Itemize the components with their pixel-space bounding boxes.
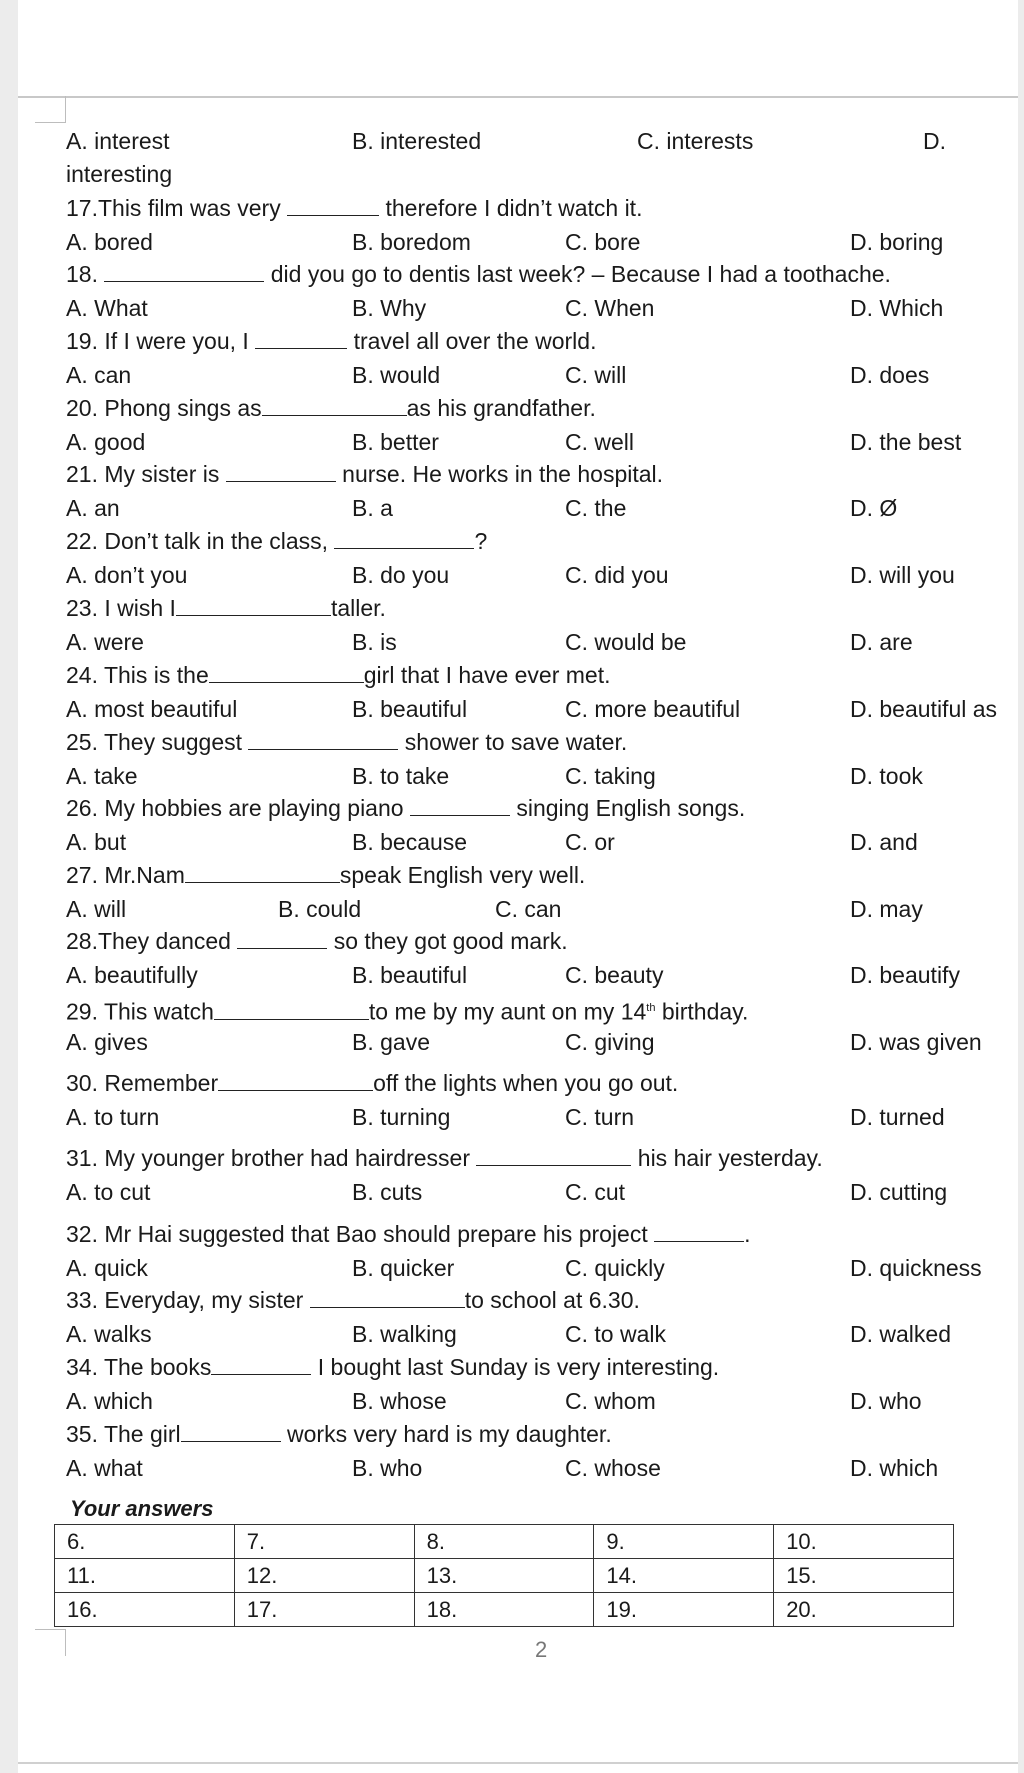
- question-stem-text: 30. Remember: [66, 1070, 219, 1096]
- question-22-option-b[interactable]: B. do you: [352, 562, 450, 588]
- question-stem-text: so they got good mark.: [327, 928, 568, 954]
- ordinal-superscript: th: [646, 1002, 656, 1014]
- question-stem-text: 25. They suggest: [66, 729, 249, 755]
- question-stem-text: nurse. He works in the hospital.: [335, 461, 664, 487]
- question-33-stem: [66, 1285, 640, 1315]
- question-23-option-d[interactable]: D. are: [850, 629, 913, 655]
- answer-blank[interactable]: [176, 595, 331, 616]
- question-27-option-d[interactable]: D. may: [850, 896, 923, 922]
- question-18-option-b[interactable]: B. Why: [352, 295, 427, 321]
- question-35-option-c[interactable]: C. whose: [565, 1455, 661, 1481]
- question-19-option-a[interactable]: A. can: [66, 362, 132, 388]
- question-stem-text: 23. I wish I: [66, 595, 176, 621]
- question-31-option-d[interactable]: D. cutting: [850, 1179, 948, 1205]
- question-33-option-a[interactable]: A. walks: [66, 1321, 152, 1347]
- question-20-stem: [66, 393, 596, 423]
- question-26-option-c[interactable]: C. or: [565, 829, 615, 855]
- question-29-option-b[interactable]: B. gave: [352, 1029, 430, 1055]
- answer-grid-row: [55, 1525, 954, 1559]
- answers-title: Your answers: [70, 1496, 214, 1521]
- question-stem-text: 32. Mr Hai suggested that Bao should prepare his project: [66, 1221, 655, 1247]
- question-26-stem: [66, 793, 745, 823]
- question-33-option-d[interactable]: D. walked: [850, 1321, 951, 1347]
- question-23-option-a[interactable]: A. were: [66, 629, 144, 655]
- answer-cell[interactable]: 15.: [774, 1559, 954, 1593]
- question-stem-text: 20. Phong sings as: [66, 395, 262, 421]
- question-stem-text: I bought last Sunday is very interesting.: [311, 1354, 720, 1380]
- question-17-option-a[interactable]: A. bored: [66, 229, 153, 255]
- question-stem-text: did you go to dentis last week? – Because I had a toothache.: [264, 261, 891, 287]
- question-23-option-b[interactable]: B. is: [352, 629, 397, 655]
- question-22-option-c[interactable]: C. did you: [565, 562, 669, 588]
- page-number: 2: [535, 1637, 548, 1662]
- question-28-option-d[interactable]: D. beautify: [850, 962, 960, 988]
- q16-option-b: B. interested: [352, 128, 482, 154]
- question-27-stem: [66, 860, 585, 890]
- q16-option-a: A. interest: [66, 128, 170, 154]
- question-32-stem: [66, 1219, 751, 1249]
- question-35-option-b[interactable]: B. who: [352, 1455, 423, 1481]
- page-bottom-border: [18, 1762, 1018, 1764]
- answer-blank[interactable]: [214, 999, 369, 1020]
- answer-blank[interactable]: [310, 1287, 465, 1308]
- question-23-stem: [66, 593, 386, 623]
- answer-cell[interactable]: 18.: [414, 1593, 594, 1627]
- question-31-stem: [66, 1143, 823, 1173]
- question-32-option-b[interactable]: B. quicker: [352, 1255, 455, 1281]
- question-29-option-d[interactable]: D. was given: [850, 1029, 982, 1055]
- question-24-option-c[interactable]: C. more beautiful: [565, 696, 741, 722]
- question-27-option-b[interactable]: B. could: [278, 896, 362, 922]
- question-35-option-a[interactable]: A. what: [66, 1455, 143, 1481]
- question-28-option-c[interactable]: C. beauty: [565, 962, 664, 988]
- question-21-option-d[interactable]: D. Ø: [850, 495, 898, 521]
- question-21-stem: [66, 459, 663, 489]
- question-stem-text: birthday.: [655, 998, 749, 1025]
- question-stem-text: works very hard is my daughter.: [280, 1421, 612, 1447]
- question-stem-text: 22. Don’t talk in the class,: [66, 528, 335, 554]
- question-19-option-b[interactable]: B. would: [352, 362, 441, 388]
- question-19-option-c[interactable]: C. will: [565, 362, 627, 388]
- question-stem-text: 27. Mr.Nam: [66, 862, 185, 888]
- question-35-stem: [66, 1419, 612, 1449]
- question-30-option-c[interactable]: C. turn: [565, 1104, 635, 1130]
- question-stem-text: speak English very well.: [339, 862, 586, 888]
- answer-cell[interactable]: 6.: [55, 1525, 235, 1559]
- question-34-option-a[interactable]: A. which: [66, 1388, 153, 1414]
- answer-blank[interactable]: [476, 1145, 631, 1166]
- question-17-option-b[interactable]: B. boredom: [352, 229, 471, 255]
- q16-option-d-continued: interesting: [66, 161, 173, 187]
- question-26-option-d[interactable]: D. and: [850, 829, 918, 855]
- question-stem-text: 34. The books: [66, 1354, 212, 1380]
- question-19-stem: [66, 326, 596, 356]
- question-18-option-c[interactable]: C. When: [565, 295, 655, 321]
- question-27-option-a[interactable]: A. will: [66, 896, 127, 922]
- page-top-border: [18, 96, 1018, 98]
- question-24-option-d[interactable]: D. beautiful as: [850, 696, 998, 722]
- question-33-option-b[interactable]: B. walking: [352, 1321, 457, 1347]
- answer-cell[interactable]: 16.: [55, 1593, 235, 1627]
- question-18-stem: [66, 259, 891, 289]
- question-30-option-a[interactable]: A. to turn: [66, 1104, 160, 1130]
- answer-blank[interactable]: [211, 1354, 311, 1375]
- question-26-option-b[interactable]: B. because: [352, 829, 468, 855]
- question-stem-text: off the lights when you go out.: [373, 1070, 679, 1096]
- question-32-option-a[interactable]: A. quick: [66, 1255, 148, 1281]
- question-stem-text: 33. Everyday, my sister: [66, 1287, 310, 1313]
- answer-blank[interactable]: [209, 662, 364, 683]
- question-stem-text: shower to save water.: [398, 729, 628, 755]
- answer-blank[interactable]: [334, 528, 474, 549]
- question-28-option-b[interactable]: B. beautiful: [352, 962, 468, 988]
- answer-grid-row: [55, 1593, 954, 1627]
- question-23-option-c[interactable]: C. would be: [565, 629, 687, 655]
- question-30-option-d[interactable]: D. turned: [850, 1104, 945, 1130]
- question-18-option-d[interactable]: D. Which: [850, 295, 944, 321]
- question-stem-text: travel all over the world.: [347, 328, 597, 354]
- question-19-option-d[interactable]: D. does: [850, 362, 930, 388]
- question-stem-text: 35. The girl: [66, 1421, 181, 1447]
- question-stem-text: his hair yesterday.: [631, 1145, 823, 1171]
- question-20-option-b[interactable]: B. better: [352, 429, 439, 455]
- question-25-option-c[interactable]: C. taking: [565, 763, 656, 789]
- answer-blank[interactable]: [248, 729, 398, 750]
- question-30-stem: [66, 1068, 678, 1098]
- question-21-option-b[interactable]: B. a: [352, 495, 393, 521]
- answer-cell[interactable]: 17.: [234, 1593, 414, 1627]
- question-22-option-a[interactable]: A. don’t you: [66, 562, 188, 588]
- question-stem-text: 28.They danced: [66, 928, 238, 954]
- answer-blank[interactable]: [226, 461, 336, 482]
- answer-blank[interactable]: [218, 1070, 373, 1091]
- question-27-option-c[interactable]: C. can: [495, 896, 562, 922]
- answer-blank[interactable]: [185, 862, 340, 883]
- question-22-stem: [66, 526, 487, 556]
- question-28-stem: [66, 926, 568, 956]
- question-stem-text: to school at 6.30.: [464, 1287, 640, 1313]
- question-34-option-d[interactable]: D. who: [850, 1388, 922, 1414]
- question-stem-text: therefore I didn’t watch it.: [379, 195, 643, 221]
- question-stem-text: singing English songs.: [509, 795, 746, 821]
- question-21-option-c[interactable]: C. the: [565, 495, 627, 521]
- question-29-stem: [66, 993, 748, 1027]
- question-34-stem: [66, 1352, 719, 1382]
- question-25-option-a[interactable]: A. take: [66, 763, 138, 789]
- question-20-option-c[interactable]: C. well: [565, 429, 635, 455]
- question-21-option-a[interactable]: A. an: [66, 495, 120, 521]
- answer-blank[interactable]: [287, 195, 379, 216]
- question-17-option-c[interactable]: C. bore: [565, 229, 641, 255]
- question-24-option-a[interactable]: A. most beautiful: [66, 696, 238, 722]
- question-29-option-a[interactable]: A. gives: [66, 1029, 148, 1055]
- answer-cell[interactable]: 7.: [234, 1525, 414, 1559]
- question-stem-text: 31. My younger brother had hairdresser: [66, 1145, 477, 1171]
- question-29-option-c[interactable]: C. giving: [565, 1029, 655, 1055]
- page-right-margin: [1018, 0, 1024, 1773]
- question-stem-text: 18.: [66, 261, 105, 287]
- question-stem-text: ?: [474, 528, 488, 554]
- question-stem-text: 21. My sister is: [66, 461, 226, 487]
- question-25-stem: [66, 727, 627, 757]
- question-31-option-a[interactable]: A. to cut: [66, 1179, 151, 1205]
- q16-option-d: D.: [923, 128, 946, 154]
- page-left-margin: [0, 0, 18, 1773]
- answer-cell[interactable]: 13.: [414, 1559, 594, 1593]
- answer-blank[interactable]: [181, 1421, 281, 1442]
- answer-grid: [54, 1524, 954, 1627]
- answer-cell[interactable]: 9.: [594, 1525, 774, 1559]
- question-stem-text: 24. This is the: [66, 662, 209, 688]
- answer-cell[interactable]: 10.: [774, 1525, 954, 1559]
- answer-blank[interactable]: [255, 328, 347, 349]
- question-22-option-d[interactable]: D. will you: [850, 562, 955, 588]
- question-31-option-b[interactable]: B. cuts: [352, 1179, 423, 1205]
- question-18-option-a[interactable]: A. What: [66, 295, 148, 321]
- answer-cell[interactable]: 14.: [594, 1559, 774, 1593]
- question-30-option-b[interactable]: B. turning: [352, 1104, 451, 1130]
- answer-cell[interactable]: 12.: [234, 1559, 414, 1593]
- question-stem-text: girl that I have ever met.: [363, 662, 611, 688]
- answer-cell[interactable]: 19.: [594, 1593, 774, 1627]
- question-26-option-a[interactable]: A. but: [66, 829, 127, 855]
- question-34-option-c[interactable]: C. whom: [565, 1388, 656, 1414]
- question-17-option-d[interactable]: D. boring: [850, 229, 944, 255]
- question-25-option-b[interactable]: B. to take: [352, 763, 450, 789]
- question-33-option-c[interactable]: C. to walk: [565, 1321, 666, 1347]
- question-20-option-d[interactable]: D. the best: [850, 429, 962, 455]
- question-24-stem: [66, 660, 611, 690]
- question-stem-text: 19. If I were you, I: [66, 328, 256, 354]
- question-stem-text: to me by my aunt on my 14: [368, 998, 647, 1025]
- question-32-option-d[interactable]: D. quickness: [850, 1255, 982, 1281]
- question-stem-text: 17.This film was very: [66, 195, 288, 221]
- question-stem-text: .: [744, 1221, 751, 1247]
- question-17-stem: [66, 193, 642, 223]
- answer-cell[interactable]: 20.: [774, 1593, 954, 1627]
- answer-blank[interactable]: [104, 261, 264, 282]
- question-stem-text: taller.: [330, 595, 386, 621]
- answer-blank[interactable]: [410, 795, 510, 816]
- question-stem-text: 29. This watch: [66, 998, 214, 1025]
- question-stem-text: 26. My hobbies are playing piano: [66, 795, 410, 821]
- question-31-option-c[interactable]: C. cut: [565, 1179, 626, 1205]
- answer-blank[interactable]: [654, 1221, 744, 1242]
- question-35-option-d[interactable]: D. which: [850, 1455, 939, 1481]
- question-34-option-b[interactable]: B. whose: [352, 1388, 447, 1414]
- question-25-option-d[interactable]: D. took: [850, 763, 923, 789]
- question-20-option-a[interactable]: A. good: [66, 429, 146, 455]
- q16-option-c: C. interests: [637, 128, 754, 154]
- question-24-option-b[interactable]: B. beautiful: [352, 696, 468, 722]
- page-corner-mark-top: [35, 96, 66, 123]
- answer-cell[interactable]: 8.: [414, 1525, 594, 1559]
- page-corner-mark-bottom: [35, 1629, 66, 1656]
- question-28-option-a[interactable]: A. beautifully: [66, 962, 198, 988]
- question-stem-text: as his grandfather.: [406, 395, 596, 421]
- answer-blank[interactable]: [262, 395, 407, 416]
- answer-cell[interactable]: 11.: [55, 1559, 235, 1593]
- answer-grid-row: [55, 1559, 954, 1593]
- question-32-option-c[interactable]: C. quickly: [565, 1255, 665, 1281]
- answer-blank[interactable]: [237, 928, 327, 949]
